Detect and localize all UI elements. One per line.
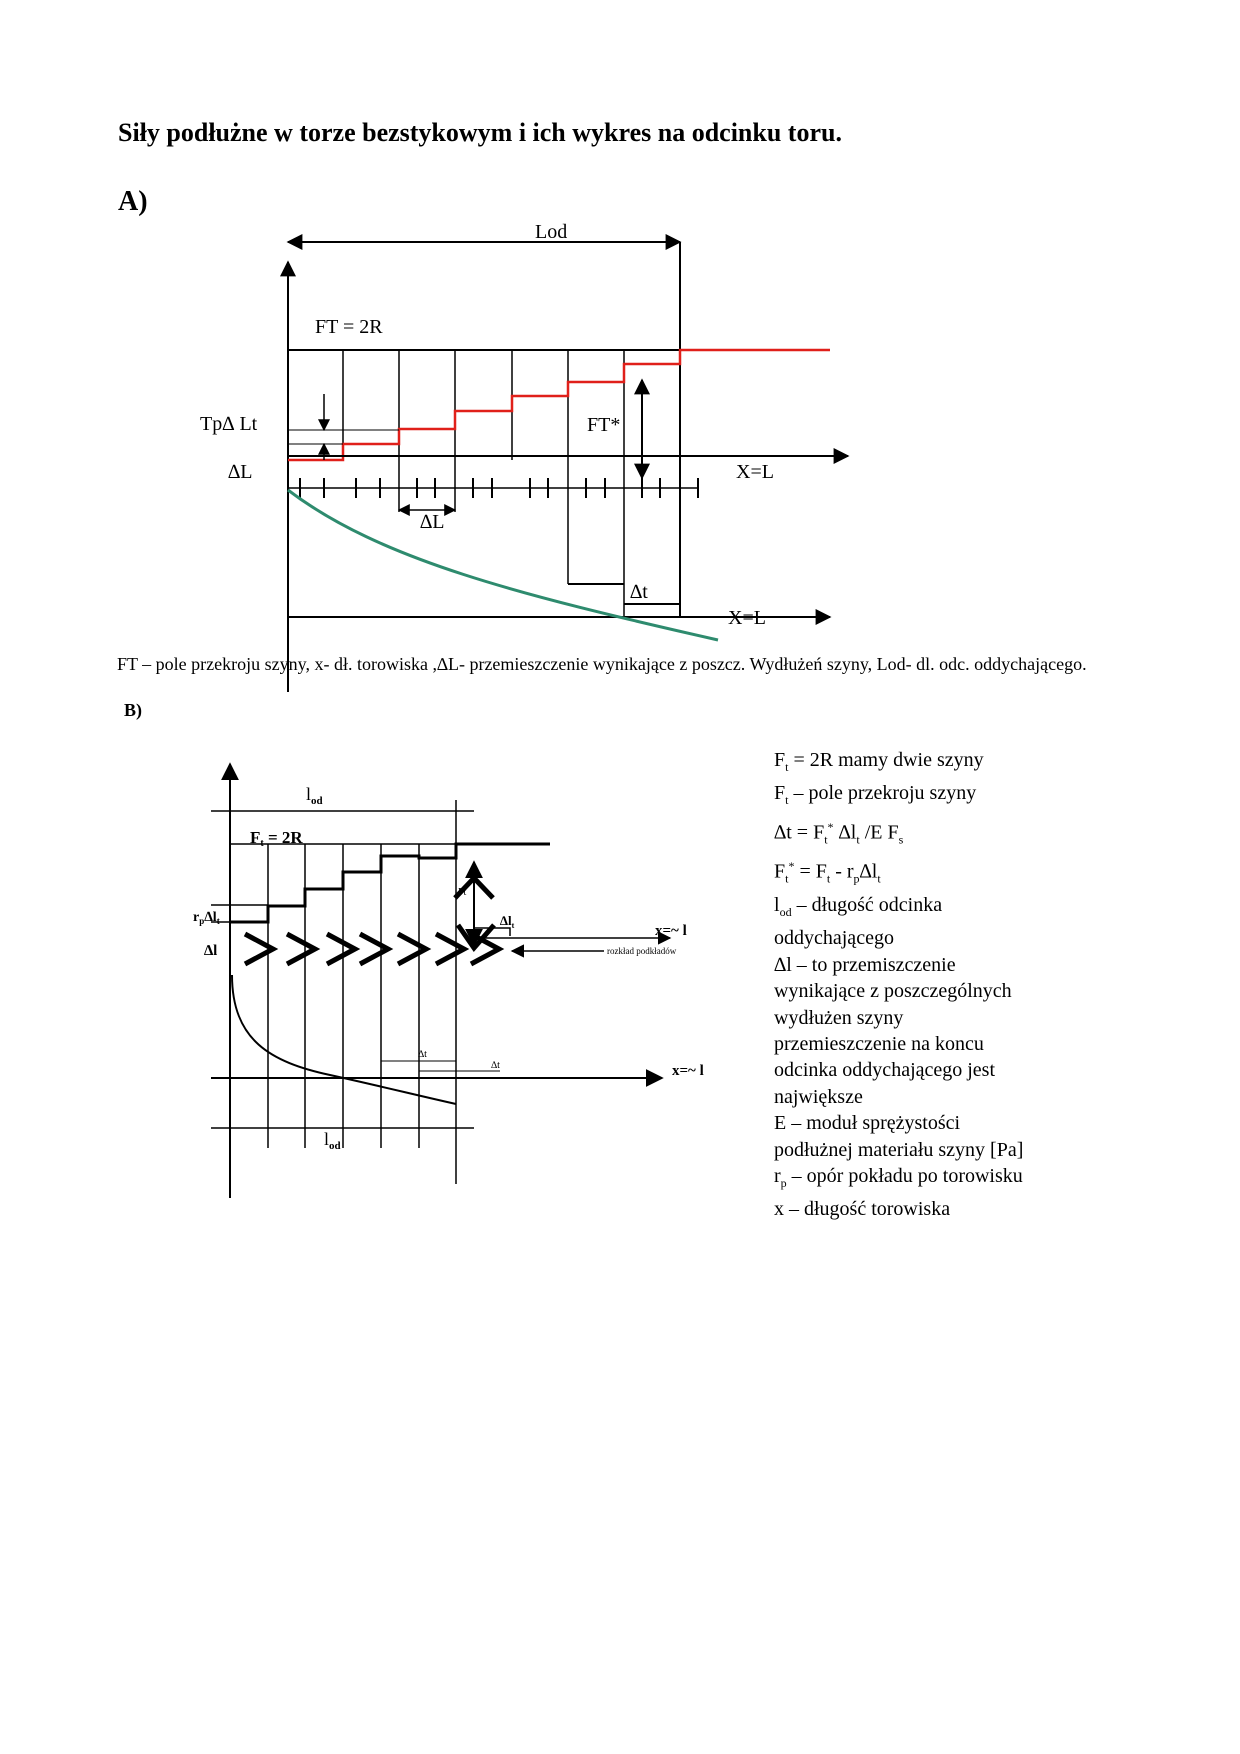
b-dt-small-1: ∆t xyxy=(418,1049,427,1060)
legend-line-4: $F_t^* = F_t - r_p\Delta l_t$ xyxy=(774,858,881,886)
b-lod-bottom-label: $l_{od}$ xyxy=(324,1129,341,1152)
section-b-heading: B) xyxy=(124,700,142,720)
legend-line-1: $F_t = 2R$ mamy dwie szyny xyxy=(774,749,984,774)
legend-line-8: wynikające z poszczególnych xyxy=(774,980,1012,1003)
b-ft-vert-label: Ft xyxy=(458,887,467,898)
x-eq-l-bottom-label: X=L xyxy=(728,607,766,629)
legend-line-7: ∆l – to przemiszczenie xyxy=(774,953,956,976)
legend-line-13: E – moduł sprężystości xyxy=(774,1112,961,1135)
b-sleepers-label: rozkład podkładów xyxy=(607,946,677,956)
dt-label: ∆t xyxy=(630,581,648,603)
legend-line-15: $r_p$ – opór pokładu po torowisku xyxy=(774,1165,1023,1190)
b-dt-small-2: ∆t xyxy=(491,1060,500,1071)
dl-label: ∆L xyxy=(228,461,253,483)
b-force-step xyxy=(230,844,550,922)
legend-line-12: największe xyxy=(774,1085,863,1108)
section-a-heading: A) xyxy=(118,186,148,217)
lod-label: Lod xyxy=(535,221,568,243)
b-dl-label: ∆l xyxy=(204,943,218,959)
dl-bottom-label: ∆L xyxy=(420,511,445,533)
b-x-bottom-label: x=~ l xyxy=(672,1063,704,1079)
b-rp-label: $r_p\Delta l_t$ xyxy=(193,910,220,926)
legend-line-10: przemieszczenie na koncu xyxy=(774,1032,984,1055)
legend-line-3: $\Delta t = F_t^*$ $\Delta l_t$ /E $F_s$ xyxy=(774,819,904,847)
legend-line-6: oddychającego xyxy=(774,927,894,950)
legend-line-5: $l_{od}$ – długość odcinka xyxy=(774,893,943,919)
b-dl-brace-label: $\Delta l_t$ xyxy=(500,913,515,930)
legend-line-11: odcinka oddychającego jest xyxy=(774,1059,996,1082)
caption-a: FT – pole przekroju szyny, x- dł. torowiska ,∆L- przemieszczenie wynikające z poszcz. Wydłużeń szyny, Lod- dl. odc. oddychającego. xyxy=(117,654,1087,674)
legend-b xyxy=(774,747,1104,1223)
b-displacement-curve xyxy=(232,975,456,1104)
legend-line-9: wydłużen szyny xyxy=(774,1006,904,1029)
b-lod-top-label: $l_{od}$ xyxy=(306,784,323,807)
page-title: Siły podłużne w torze bezstykowym i ich wykres na odcinku toru. xyxy=(118,118,842,147)
ft-2r-label: FT = 2R xyxy=(315,316,383,338)
x-eq-l-label: X=L xyxy=(736,461,774,483)
legend-line-16: x – długość torowiska xyxy=(774,1198,951,1221)
tp-dlt-label: Tp∆ Lt xyxy=(200,413,258,435)
sleeper-chevrons xyxy=(245,878,499,964)
b-ft-2r-label: Ft = 2R xyxy=(250,828,303,849)
legend-line-14: podłużnej materiału szyny [Pa] xyxy=(774,1138,1024,1161)
b-x-top-label: x=~ l xyxy=(655,923,687,939)
ft-star-label: FT* xyxy=(587,414,621,436)
legend-line-2: $F_t$ – pole przekroju szyny xyxy=(774,782,977,808)
